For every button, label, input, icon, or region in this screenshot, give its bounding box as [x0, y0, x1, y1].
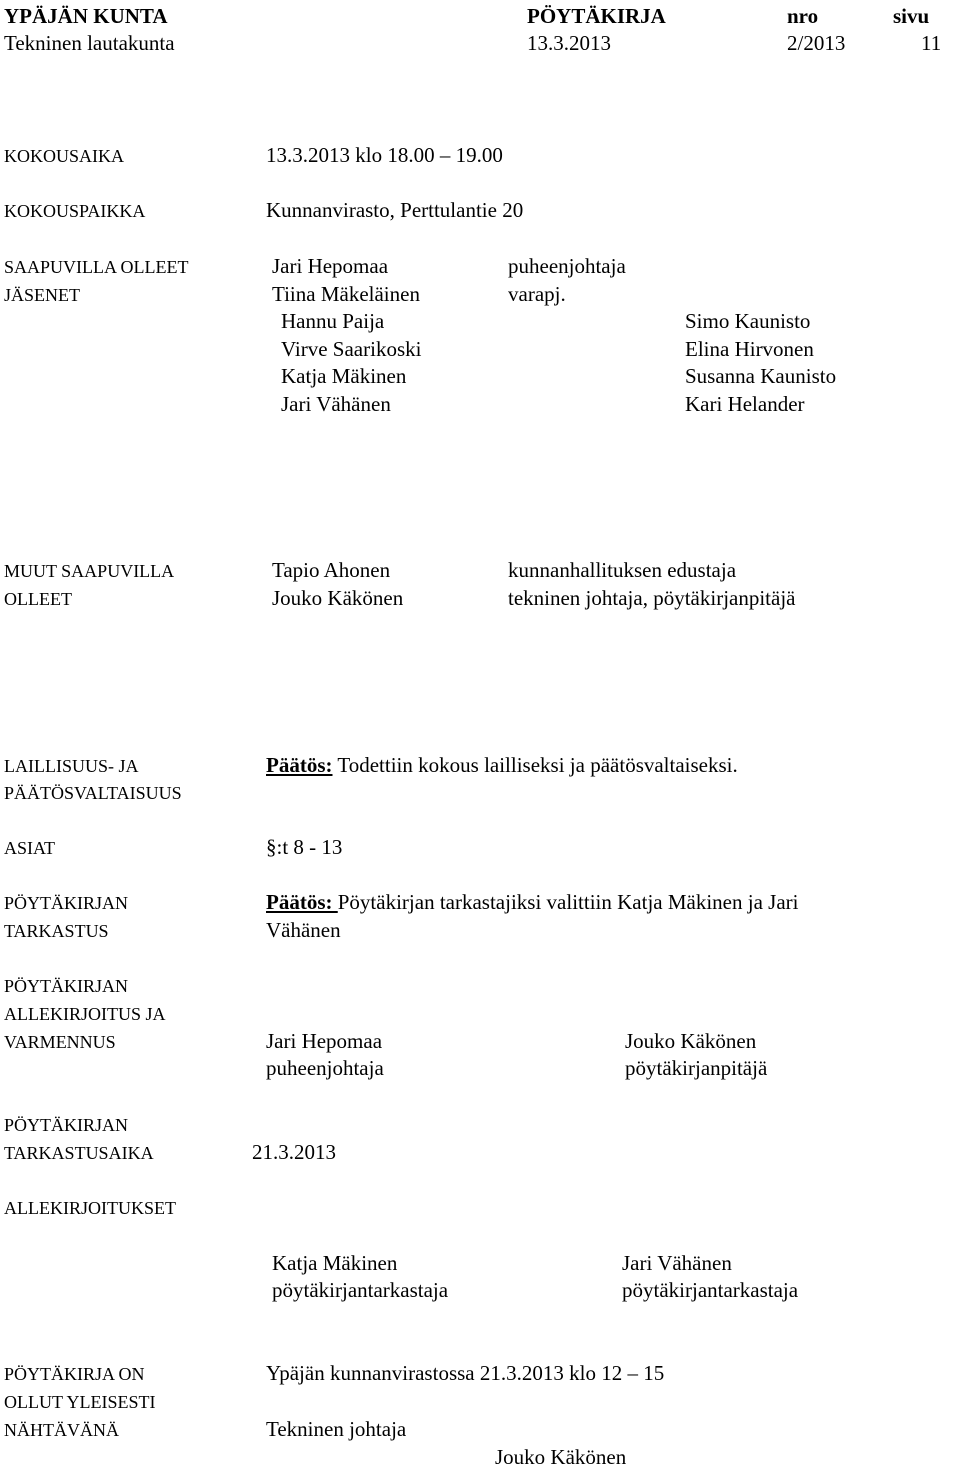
signer-name: Jari Hepomaa	[266, 1029, 383, 1053]
signing-label-1: PÖYTÄKIRJAN	[4, 976, 129, 996]
public-signer-title: Tekninen johtaja	[266, 1417, 407, 1441]
member-name: Simo Kaunisto	[685, 309, 811, 333]
others-label-1: MUUT SAAPUVILLA	[4, 561, 175, 581]
nro-label: nro	[787, 4, 819, 28]
page-number: 11	[921, 31, 942, 55]
doc-type: PÖYTÄKIRJA	[527, 4, 666, 28]
review-label-2: TARKASTUS	[4, 921, 109, 941]
review-label-1: PÖYTÄKIRJAN	[4, 893, 129, 913]
public-label-1: PÖYTÄKIRJA ON	[4, 1364, 145, 1384]
others-label-2: OLLEET	[4, 589, 72, 609]
decision-text: Pöytäkirjan tarkastajiksi valittiin Katja Mäkinen ja Jari	[337, 890, 799, 914]
meeting-place-label: KOKOUSPAIKKA	[4, 201, 146, 221]
member-name: Kari Helander	[685, 392, 805, 416]
signer-role: pöytäkirjantarkastaja	[622, 1278, 799, 1302]
public-label-2: OLLUT YLEISESTI	[4, 1392, 156, 1412]
signer-name: Jouko Käkönen	[625, 1029, 757, 1053]
items-value: §:t 8 - 13	[266, 835, 343, 859]
public-label-3: NÄHTÄVÄNÄ	[4, 1420, 119, 1440]
signatures-label: ALLEKIRJOITUKSET	[4, 1198, 176, 1218]
public-place-time: Ypäjän kunnanvirastossa 21.3.2013 klo 12 – 15	[266, 1361, 665, 1385]
review-time-label-2: TARKASTUSAIKA	[4, 1143, 154, 1163]
meeting-time-label: KOKOUSAIKA	[4, 146, 124, 166]
signer-role: pöytäkirjantarkastaja	[272, 1278, 449, 1302]
review-time-value: 21.3.2013	[252, 1140, 336, 1164]
signing-label-3: VARMENNUS	[4, 1032, 116, 1052]
member-name: Virve Saarikoski	[281, 337, 422, 361]
chair-name: Jari Hepomaa	[272, 254, 389, 278]
legality-label-2: PÄÄTÖSVALTAISUUS	[4, 783, 182, 803]
member-name: Susanna Kaunisto	[685, 364, 837, 388]
vice-chair-role: varapj.	[508, 282, 566, 306]
vice-chair-name: Tiina Mäkeläinen	[272, 282, 420, 306]
review-decision-cont: Vähänen	[266, 918, 341, 942]
decision-text: Todettiin kokous lailliseksi ja päätösvaltaiseksi.	[332, 753, 738, 777]
signer-role: pöytäkirjanpitäjä	[625, 1056, 768, 1080]
signer-name: Jari Vähänen	[622, 1251, 732, 1275]
signer-name: Katja Mäkinen	[272, 1251, 398, 1275]
member-name: Katja Mäkinen	[281, 364, 407, 388]
review-time-label-1: PÖYTÄKIRJAN	[4, 1115, 129, 1135]
doc-number: 2/2013	[787, 31, 846, 55]
member-name: Jari Vähänen	[281, 392, 391, 416]
members-label-1: SAAPUVILLA OLLEET	[4, 257, 189, 277]
members-label-2: JÄSENET	[4, 285, 80, 305]
legality-decision	[266, 755, 738, 776]
other-name: Jouko Käkönen	[272, 586, 404, 610]
public-signer-name: Jouko Käkönen	[495, 1445, 627, 1469]
committee-name: Tekninen lautakunta	[4, 31, 175, 55]
other-name: Tapio Ahonen	[272, 558, 391, 582]
member-name: Elina Hirvonen	[685, 337, 814, 361]
sivu-label: sivu	[893, 4, 930, 28]
other-role: kunnanhallituksen edustaja	[508, 558, 737, 582]
chair-role: puheenjohtaja	[508, 254, 626, 278]
decision-label: Päätös:	[266, 753, 333, 777]
items-label: ASIAT	[4, 838, 56, 858]
decision-label: Päätös:	[266, 890, 338, 914]
member-name: Hannu Paija	[281, 309, 385, 333]
header-date: 13.3.2013	[527, 31, 611, 55]
signer-role: puheenjohtaja	[266, 1056, 384, 1080]
other-role: tekninen johtaja, pöytäkirjanpitäjä	[508, 586, 796, 610]
meeting-time: 13.3.2013 klo 18.00 – 19.00	[266, 143, 503, 167]
org-name: YPÄJÄN KUNTA	[4, 4, 168, 28]
signing-label-2: ALLEKIRJOITUS JA	[4, 1004, 166, 1024]
review-decision	[266, 892, 798, 913]
meeting-place: Kunnanvirasto, Perttulantie 20	[266, 198, 524, 222]
legality-label-1: LAILLISUUS- JA	[4, 756, 139, 776]
